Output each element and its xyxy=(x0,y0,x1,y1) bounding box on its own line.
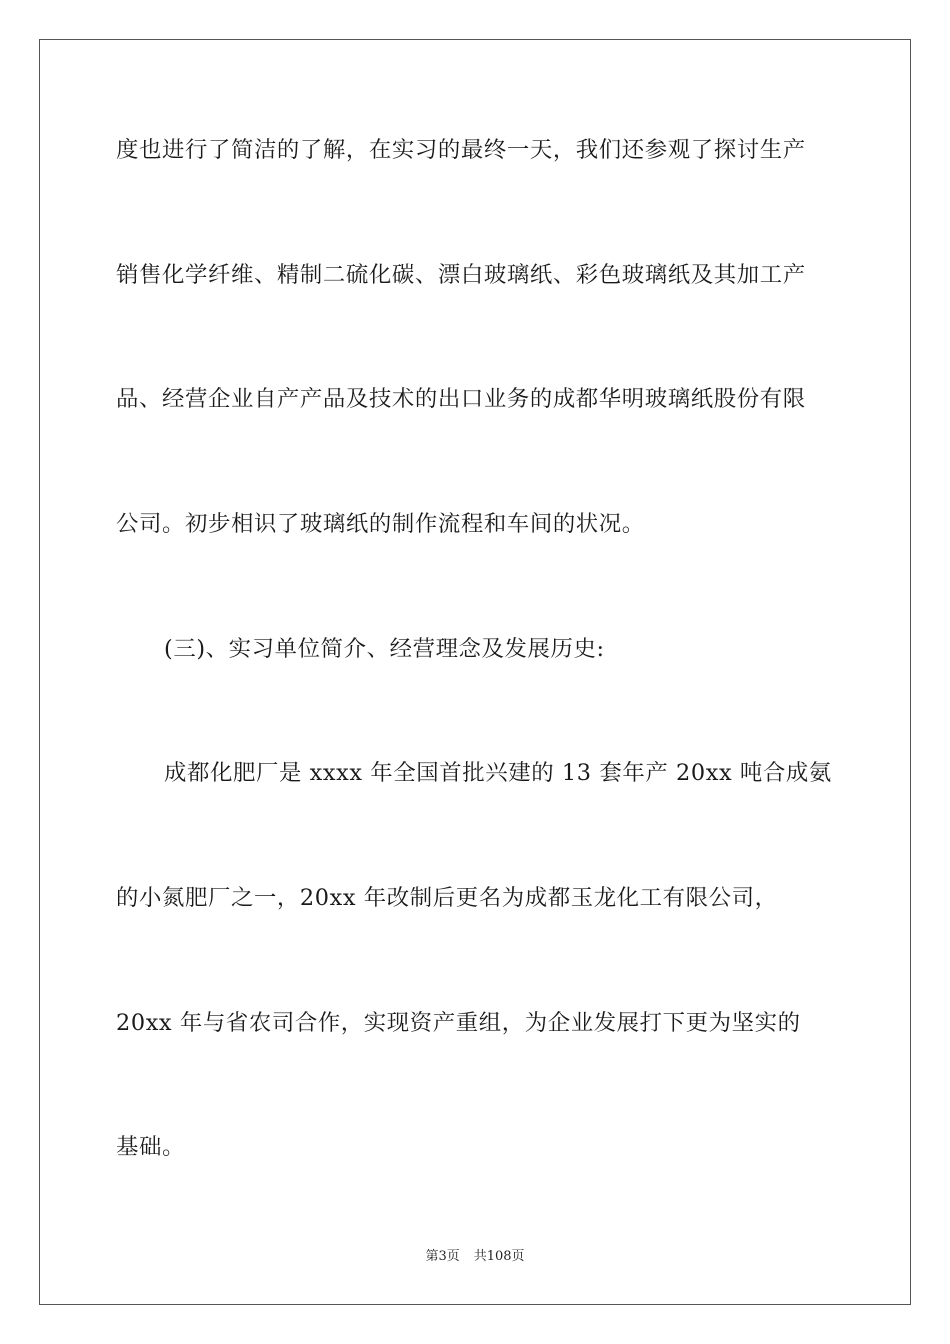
paragraph-line-4: 公司。初步相识了玻璃纸的制作流程和车间的状况。 xyxy=(116,511,645,537)
section-heading: (三)、实习单位简介、经营理念及发展历史: xyxy=(164,636,605,662)
paragraph-line-1: 度也进行了简洁的了解，在实习的最终一天，我们还参观了探讨生产 xyxy=(116,137,806,163)
paragraph-line-7: 的小氮肥厂之一，20xx 年改制后更名为成都玉龙化工有限公司， xyxy=(116,885,778,911)
total-pages: 共108页 xyxy=(473,1249,525,1264)
paragraph-line-8: 20xx 年与省农司合作，实现资产重组，为企业发展打下更为坚实的 xyxy=(116,1010,801,1036)
page-border xyxy=(39,39,911,1305)
paragraph-line-9: 基础。 xyxy=(116,1134,185,1160)
page-number: 第3页 xyxy=(425,1249,460,1264)
page-footer xyxy=(0,1248,950,1266)
paragraph-line-6: 成都化肥厂是 xxxx 年全国首批兴建的 13 套年产 20xx 吨合成氨 xyxy=(164,760,832,786)
paragraph-line-2: 销售化学纤维、精制二硫化碳、漂白玻璃纸、彩色玻璃纸及其加工产 xyxy=(116,262,806,288)
paragraph-line-3: 品、经营企业自产产品及技术的出口业务的成都华明玻璃纸股份有限 xyxy=(116,386,806,412)
